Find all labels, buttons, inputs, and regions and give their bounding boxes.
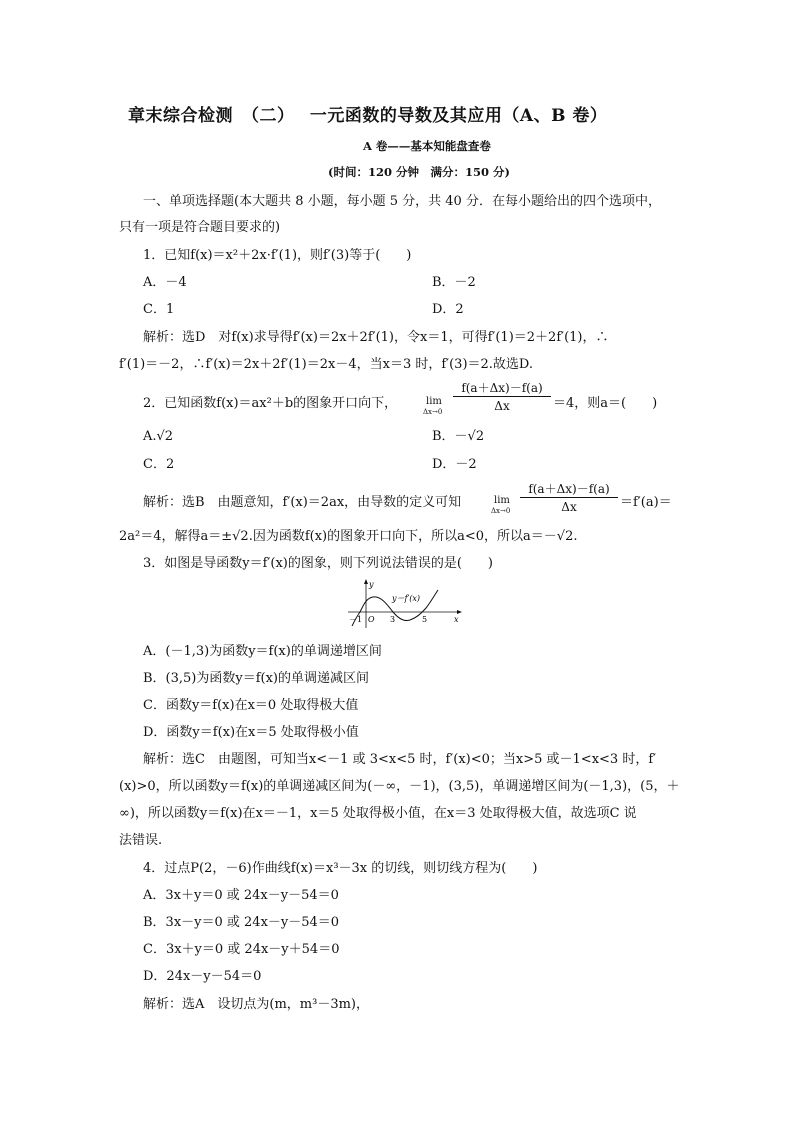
q3-solution-line2: (x)>0，所以函数y＝f(x)的单调递减区间为(－∞，－1)，(3,5)，单调递增区间为(－1,3)，(5，＋ [119,779,680,794]
tick-label-3: 3 [390,615,396,624]
q2-fraction-numerator: f(a＋Δx)－f(a) [453,382,551,397]
q1-option-a: A．－4 [143,275,187,290]
derivative-graph [346,576,466,630]
q4-option-b: B．3x－y＝0 或 24x－y－54＝0 [143,915,340,930]
q2-solution-lim-subscript: Δx→0 [491,507,511,515]
q2-solution-lim: lim [494,495,510,506]
q1-stem: 1．已知f(x)＝x²＋2x·f′(1)，则f′(3)等于( ) [143,248,412,263]
q2-solution-part2: ＝f′(a)＝ [620,495,672,510]
q3-solution-line3: ∞)，所以函数y＝f(x)在x＝－1，x＝5 处取得极小值，在x＝3 处取得极大值，故选项C 说 [119,806,637,821]
q2-solution-line2: 2a²＝4，解得a＝±√2.因为函数f(x)的图象开口向下，所以a<0，所以a＝－√2. [119,529,578,544]
q4-option-d: D．24x－y－54＝0 [143,969,262,984]
time-info: (时间：120 分钟 满分：150 分) [328,165,510,179]
q1-option-d: D．2 [432,302,464,317]
q4-option-c: C．3x＋y＝0 或 24x－y＋54＝0 [143,942,340,957]
page-title: 章末综合检测 （二） 一元函数的导数及其应用（A、B 卷） [128,106,608,126]
page-subtitle: A 卷——基本知能盘查卷 [363,139,491,153]
q3-option-d: D．函数y＝f(x)在x＝5 处取得极小值 [143,725,359,740]
q2-difference-quotient [453,382,551,412]
q2-lim-subscript: Δx→0 [423,408,443,416]
tick-label-neg1: －1 [349,615,363,624]
q3-option-c: C．函数y＝f(x)在x＝0 处取得极大值 [143,698,359,713]
q2-solution-numerator: f(a＋Δx)－f(a) [520,483,618,498]
q4-solution-line1: 解析：选A 设切点为(m，m³－3m)， [143,997,369,1012]
q3-solution-line1: 解析：选C 由题图，可知当x<－1 或 3<x<5 时，f′(x)<0；当x>5 或－1<x<3 时，f′ [143,752,657,767]
q2-stem-part2: ＝4，则a＝( ) [553,396,658,411]
q3-solution-line4: 法错误. [119,833,163,848]
q2-option-d: D．－2 [432,457,477,472]
section-heading-line2: 只有一项是符合题目要求的) [119,220,281,235]
q2-stem-part1: 2．已知函数f(x)＝ax²＋b的图象开口向下， [143,396,398,411]
y-axis-label: y [369,580,374,589]
q2-option-b: B．－√2 [432,429,485,444]
q2-option-a: A.√2 [143,429,174,444]
q3-option-a: A．(－1,3)为函数y＝f(x)的单调递增区间 [143,644,382,659]
origin-label: O [368,615,375,624]
q1-solution-line1: 解析：选D 对f(x)求导得f′(x)＝2x＋2f′(1)，令x＝1，可得f′(1)＝2＋2f′(1)，∴ [143,330,609,345]
x-axis-arrow [457,610,462,614]
curve-label: y＝f′(x) [392,594,421,603]
q3-stem: 3．如图是导函数y＝f′(x)的图象，则下列说法错误的是( ) [143,556,493,571]
x-axis-label: x [454,615,459,624]
section-heading-line1: 一、单项选择题(本大题共 8 小题，每小题 5 分，共 40 分．在每小题给出的四个选项中， [143,194,661,209]
q1-option-b: B．－2 [432,275,476,290]
q2-solution-denominator: Δx [561,500,577,514]
q4-option-a: A．3x＋y＝0 或 24x－y－54＝0 [143,888,339,903]
q1-solution-line2: f′(1)＝－2，∴f′(x)＝2x＋2f′(1)＝2x－4，当x＝3 时，f′(3)＝2.故选D. [119,357,534,372]
q3-option-b: B．(3,5)为函数y＝f(x)的单调递减区间 [143,671,370,686]
q1-option-c: C．1 [143,302,175,317]
q4-stem: 4．过点P(2，－6)作曲线f(x)＝x³－3x 的切线，则切线方程为( ) [143,861,538,876]
q2-lim: lim [426,396,442,407]
q2-option-c: C．2 [143,457,175,472]
tick-label-5: 5 [422,615,428,624]
q2-solution-part1: 解析：选B 由题意知，f′(x)＝2ax，由导数的定义可知 [143,495,462,510]
y-axis-arrow [364,579,368,584]
q2-solution-difference-quotient [520,483,618,513]
q2-fraction-denominator: Δx [494,399,510,413]
